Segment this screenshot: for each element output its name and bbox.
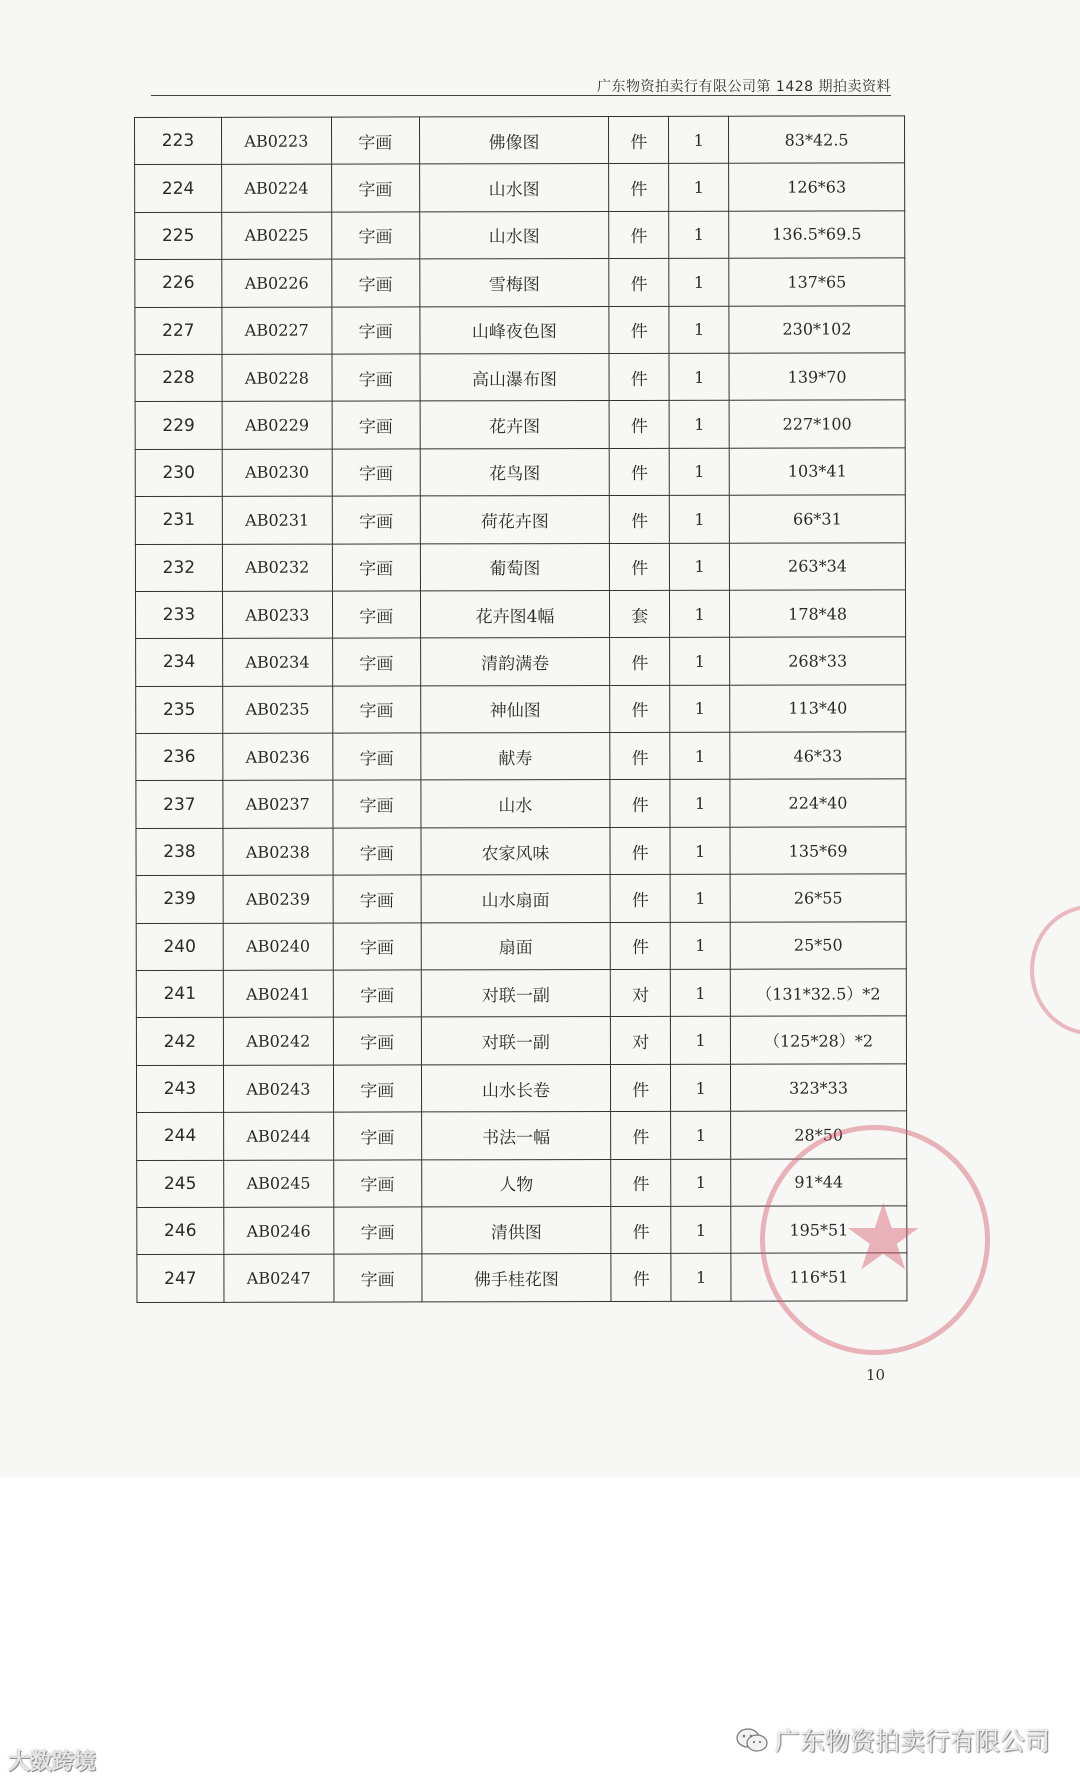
category-cell: 字画 bbox=[333, 1065, 421, 1113]
unit-cell: 件 bbox=[609, 164, 669, 212]
unit-cell: 件 bbox=[611, 1064, 671, 1112]
watermark-left bbox=[8, 1745, 96, 1776]
lot-code-cell: AB0230 bbox=[222, 449, 332, 497]
unit-cell: 对 bbox=[611, 1017, 671, 1065]
table-row bbox=[135, 400, 905, 449]
size-cell: 137*65 bbox=[729, 258, 905, 306]
table-row bbox=[136, 827, 906, 876]
quantity-cell: 1 bbox=[669, 448, 729, 496]
quantity-cell: 1 bbox=[670, 543, 730, 591]
lot-code-cell: AB0239 bbox=[223, 875, 333, 923]
unit-cell: 件 bbox=[611, 1159, 671, 1207]
table-row bbox=[137, 1158, 907, 1207]
lot-code-cell: AB0228 bbox=[222, 354, 332, 402]
unit-cell: 件 bbox=[610, 638, 670, 686]
unit-cell: 件 bbox=[610, 780, 670, 828]
page-number: 10 bbox=[866, 1366, 886, 1384]
quantity-cell: 1 bbox=[671, 1254, 731, 1302]
category-cell: 字画 bbox=[333, 875, 421, 923]
item-name-cell: 对联一副 bbox=[421, 970, 611, 1018]
size-cell: 116*51 bbox=[731, 1253, 907, 1301]
item-name-cell: 花卉图 bbox=[420, 401, 610, 449]
page-header-title: 广东物资拍卖行有限公司第 1428 期拍卖资料 bbox=[596, 79, 891, 95]
header-rule bbox=[151, 95, 891, 96]
watermark-left-text: 大数跨境 bbox=[8, 1750, 97, 1775]
lot-number-cell: 232 bbox=[135, 544, 222, 592]
table-row bbox=[135, 258, 905, 307]
size-cell: 113*40 bbox=[730, 685, 906, 733]
unit-cell: 件 bbox=[609, 401, 669, 449]
lot-number-cell: 236 bbox=[136, 733, 223, 781]
unit-cell: 件 bbox=[609, 211, 669, 259]
unit-cell: 件 bbox=[609, 116, 669, 164]
table-row bbox=[137, 1206, 907, 1255]
quantity-cell: 1 bbox=[670, 590, 730, 638]
table-row bbox=[136, 637, 906, 686]
lot-code-cell: AB0245 bbox=[224, 1160, 334, 1208]
quantity-cell: 1 bbox=[671, 1017, 731, 1065]
category-cell: 字画 bbox=[331, 117, 419, 165]
table-row bbox=[135, 353, 905, 402]
lot-code-cell: AB0240 bbox=[223, 923, 333, 971]
category-cell: 字画 bbox=[332, 306, 420, 354]
size-cell: 66*31 bbox=[729, 495, 905, 543]
item-name-cell: 清韵满卷 bbox=[420, 638, 610, 686]
unit-cell: 件 bbox=[610, 875, 670, 923]
lot-code-cell: AB0244 bbox=[223, 1112, 333, 1160]
table-row bbox=[135, 211, 905, 260]
size-cell: 136.5*69.5 bbox=[729, 211, 905, 259]
quantity-cell: 1 bbox=[669, 495, 729, 543]
category-cell: 字画 bbox=[333, 970, 421, 1018]
category-cell: 字画 bbox=[332, 638, 420, 686]
category-cell: 字画 bbox=[333, 1159, 421, 1207]
unit-cell: 件 bbox=[611, 1206, 671, 1254]
quantity-cell: 1 bbox=[670, 922, 730, 970]
size-cell: 26*55 bbox=[730, 874, 906, 922]
size-cell: 263*34 bbox=[729, 542, 905, 590]
size-cell: 91*44 bbox=[731, 1158, 907, 1206]
watermark-right-text: 广东物资拍卖行有限公司 bbox=[774, 1727, 1050, 1756]
category-cell: 字画 bbox=[332, 591, 420, 639]
table-row bbox=[137, 1111, 907, 1160]
unit-cell: 件 bbox=[611, 1254, 671, 1302]
category-cell: 字画 bbox=[334, 1254, 422, 1302]
unit-cell: 套 bbox=[610, 590, 670, 638]
quantity-cell: 1 bbox=[670, 732, 730, 780]
quantity-cell: 1 bbox=[670, 875, 730, 923]
quantity-cell: 1 bbox=[670, 827, 730, 875]
lot-code-cell: AB0243 bbox=[223, 1065, 333, 1113]
category-cell: 字画 bbox=[332, 354, 420, 402]
item-name-cell: 花鸟图 bbox=[420, 448, 610, 496]
lot-number-cell: 228 bbox=[135, 354, 222, 402]
size-cell: 230*102 bbox=[729, 305, 905, 353]
item-name-cell: 清供图 bbox=[421, 1206, 611, 1254]
table-row bbox=[135, 495, 905, 544]
quantity-cell: 1 bbox=[669, 211, 729, 259]
table-row bbox=[136, 732, 906, 781]
table-row bbox=[136, 922, 906, 971]
size-cell: 135*69 bbox=[730, 827, 906, 875]
lot-number-cell: 244 bbox=[137, 1113, 224, 1161]
item-name-cell: 农家风味 bbox=[421, 827, 611, 875]
item-name-cell: 山水扇面 bbox=[421, 875, 611, 923]
size-cell: 227*100 bbox=[729, 400, 905, 448]
size-cell: 268*33 bbox=[730, 637, 906, 685]
lot-code-cell: AB0227 bbox=[222, 307, 332, 355]
lot-number-cell: 246 bbox=[137, 1207, 224, 1255]
lot-number-cell: 237 bbox=[136, 781, 223, 829]
lot-code-cell: AB0236 bbox=[223, 733, 333, 781]
size-cell: 195*51 bbox=[731, 1206, 907, 1254]
lot-code-cell: AB0233 bbox=[222, 591, 332, 639]
unit-cell: 件 bbox=[609, 353, 669, 401]
category-cell: 字画 bbox=[331, 164, 419, 212]
unit-cell: 件 bbox=[610, 496, 670, 544]
quantity-cell: 1 bbox=[670, 969, 730, 1017]
unit-cell: 件 bbox=[609, 448, 669, 496]
lot-number-cell: 245 bbox=[137, 1160, 224, 1208]
unit-cell: 件 bbox=[610, 543, 670, 591]
lot-number-cell: 241 bbox=[136, 970, 223, 1018]
quantity-cell: 1 bbox=[671, 1206, 731, 1254]
lot-code-cell: AB0234 bbox=[222, 638, 332, 686]
quantity-cell: 1 bbox=[670, 685, 730, 733]
quantity-cell: 1 bbox=[669, 306, 729, 354]
table-row bbox=[135, 163, 905, 212]
quantity-cell: 1 bbox=[671, 1159, 731, 1207]
table-row bbox=[136, 779, 906, 828]
lot-number-cell: 229 bbox=[135, 402, 222, 450]
lot-number-cell: 224 bbox=[135, 165, 222, 213]
category-cell: 字画 bbox=[331, 212, 419, 260]
lot-code-cell: AB0232 bbox=[222, 544, 332, 592]
item-name-cell: 山水长卷 bbox=[421, 1064, 611, 1112]
unit-cell: 件 bbox=[610, 827, 670, 875]
item-name-cell: 葡萄图 bbox=[420, 543, 610, 591]
size-cell: 126*63 bbox=[729, 163, 905, 211]
lot-number-cell: 223 bbox=[135, 117, 222, 165]
quantity-cell: 1 bbox=[669, 116, 729, 164]
quantity-cell: 1 bbox=[670, 780, 730, 828]
lot-number-cell: 240 bbox=[136, 923, 223, 971]
table-row bbox=[136, 1016, 906, 1065]
auction-lot-table bbox=[134, 115, 907, 1302]
seal-star-icon: ★ bbox=[842, 1184, 925, 1291]
table-row bbox=[136, 1064, 906, 1113]
item-name-cell: 人物 bbox=[421, 1159, 611, 1207]
category-cell: 字画 bbox=[333, 733, 421, 781]
lot-code-cell: AB0241 bbox=[223, 970, 333, 1018]
lot-code-cell: AB0229 bbox=[222, 401, 332, 449]
table-row bbox=[136, 874, 906, 923]
lot-number-cell: 235 bbox=[136, 686, 223, 734]
item-name-cell: 荷花卉图 bbox=[420, 496, 610, 544]
lot-code-cell: AB0223 bbox=[221, 117, 331, 165]
item-name-cell: 雪梅图 bbox=[419, 259, 609, 307]
lot-table-body bbox=[135, 116, 907, 1302]
lot-number-cell: 227 bbox=[135, 307, 222, 355]
category-cell: 字画 bbox=[332, 496, 420, 544]
lot-number-cell: 231 bbox=[135, 496, 222, 544]
size-cell: 46*33 bbox=[730, 732, 906, 780]
quantity-cell: 1 bbox=[671, 1064, 731, 1112]
item-name-cell: 神仙图 bbox=[420, 685, 610, 733]
category-cell: 字画 bbox=[333, 1017, 421, 1065]
table-row bbox=[137, 1253, 907, 1302]
quantity-cell: 1 bbox=[669, 353, 729, 401]
lot-code-cell: AB0224 bbox=[221, 164, 331, 212]
lot-number-cell: 247 bbox=[137, 1255, 224, 1303]
item-name-cell: 献寿 bbox=[420, 733, 610, 781]
lot-number-cell: 225 bbox=[135, 212, 222, 260]
table-row bbox=[135, 542, 905, 591]
table-row bbox=[135, 448, 905, 497]
category-cell: 字画 bbox=[334, 1207, 422, 1255]
size-cell: （125*28）*2 bbox=[730, 1016, 906, 1064]
lot-number-cell: 234 bbox=[136, 639, 223, 687]
size-cell: 103*41 bbox=[729, 448, 905, 496]
category-cell: 字画 bbox=[332, 259, 420, 307]
lot-code-cell: AB0238 bbox=[223, 828, 333, 876]
category-cell: 字画 bbox=[332, 401, 420, 449]
table-row bbox=[135, 116, 905, 165]
category-cell: 字画 bbox=[333, 923, 421, 971]
quantity-cell: 1 bbox=[669, 258, 729, 306]
lot-code-cell: AB0247 bbox=[224, 1254, 334, 1302]
item-name-cell: 高山瀑布图 bbox=[420, 353, 610, 401]
size-cell: 178*48 bbox=[730, 590, 906, 638]
unit-cell: 件 bbox=[611, 1112, 671, 1160]
item-name-cell: 花卉图4幅 bbox=[420, 590, 610, 638]
item-name-cell: 山水 bbox=[421, 780, 611, 828]
category-cell: 字画 bbox=[332, 543, 420, 591]
item-name-cell: 山水图 bbox=[419, 211, 609, 259]
size-cell: 25*50 bbox=[730, 922, 906, 970]
table-row bbox=[136, 685, 906, 734]
size-cell: （131*32.5）*2 bbox=[730, 969, 906, 1017]
item-name-cell: 扇面 bbox=[421, 922, 611, 970]
lot-number-cell: 226 bbox=[135, 259, 222, 307]
unit-cell: 件 bbox=[610, 685, 670, 733]
item-name-cell: 佛像图 bbox=[419, 117, 609, 165]
quantity-cell: 1 bbox=[671, 1111, 731, 1159]
lot-code-cell: AB0231 bbox=[222, 496, 332, 544]
size-cell: 139*70 bbox=[729, 353, 905, 401]
unit-cell: 件 bbox=[610, 922, 670, 970]
lot-code-cell: AB0246 bbox=[224, 1207, 334, 1255]
lot-number-cell: 242 bbox=[136, 1018, 223, 1066]
lot-number-cell: 230 bbox=[135, 449, 222, 497]
lot-code-cell: AB0226 bbox=[222, 259, 332, 307]
category-cell: 字画 bbox=[333, 1112, 421, 1160]
category-cell: 字画 bbox=[332, 686, 420, 734]
size-cell: 323*33 bbox=[731, 1064, 907, 1112]
quantity-cell: 1 bbox=[669, 164, 729, 212]
lot-number-cell: 238 bbox=[136, 828, 223, 876]
item-name-cell: 对联一副 bbox=[421, 1017, 611, 1065]
category-cell: 字画 bbox=[333, 780, 421, 828]
unit-cell: 对 bbox=[611, 969, 671, 1017]
lot-number-cell: 243 bbox=[136, 1065, 223, 1113]
lot-number-cell: 233 bbox=[135, 591, 222, 639]
item-name-cell: 佛手桂花图 bbox=[422, 1254, 612, 1302]
partial-seal-stamp bbox=[1030, 905, 1080, 1035]
table-row bbox=[135, 590, 905, 639]
quantity-cell: 1 bbox=[669, 401, 729, 449]
lot-code-cell: AB0225 bbox=[222, 212, 332, 260]
lot-code-cell: AB0242 bbox=[223, 1018, 333, 1066]
item-name-cell: 山水图 bbox=[419, 164, 609, 212]
category-cell: 字画 bbox=[333, 828, 421, 876]
size-cell: 224*40 bbox=[730, 779, 906, 827]
unit-cell: 件 bbox=[609, 259, 669, 307]
size-cell: 83*42.5 bbox=[729, 116, 905, 164]
category-cell: 字画 bbox=[332, 449, 420, 497]
lot-number-cell: 239 bbox=[136, 876, 223, 924]
table-row bbox=[136, 969, 906, 1018]
lot-code-cell: AB0235 bbox=[223, 686, 333, 734]
table-row bbox=[135, 305, 905, 354]
quantity-cell: 1 bbox=[670, 638, 730, 686]
wechat-watermark bbox=[735, 1722, 1050, 1758]
wechat-icon bbox=[735, 1727, 769, 1753]
lot-code-cell: AB0237 bbox=[223, 781, 333, 829]
size-cell: 28*50 bbox=[731, 1111, 907, 1159]
item-name-cell: 书法一幅 bbox=[421, 1112, 611, 1160]
unit-cell: 件 bbox=[609, 306, 669, 354]
item-name-cell: 山峰夜色图 bbox=[420, 306, 610, 354]
unit-cell: 件 bbox=[610, 732, 670, 780]
